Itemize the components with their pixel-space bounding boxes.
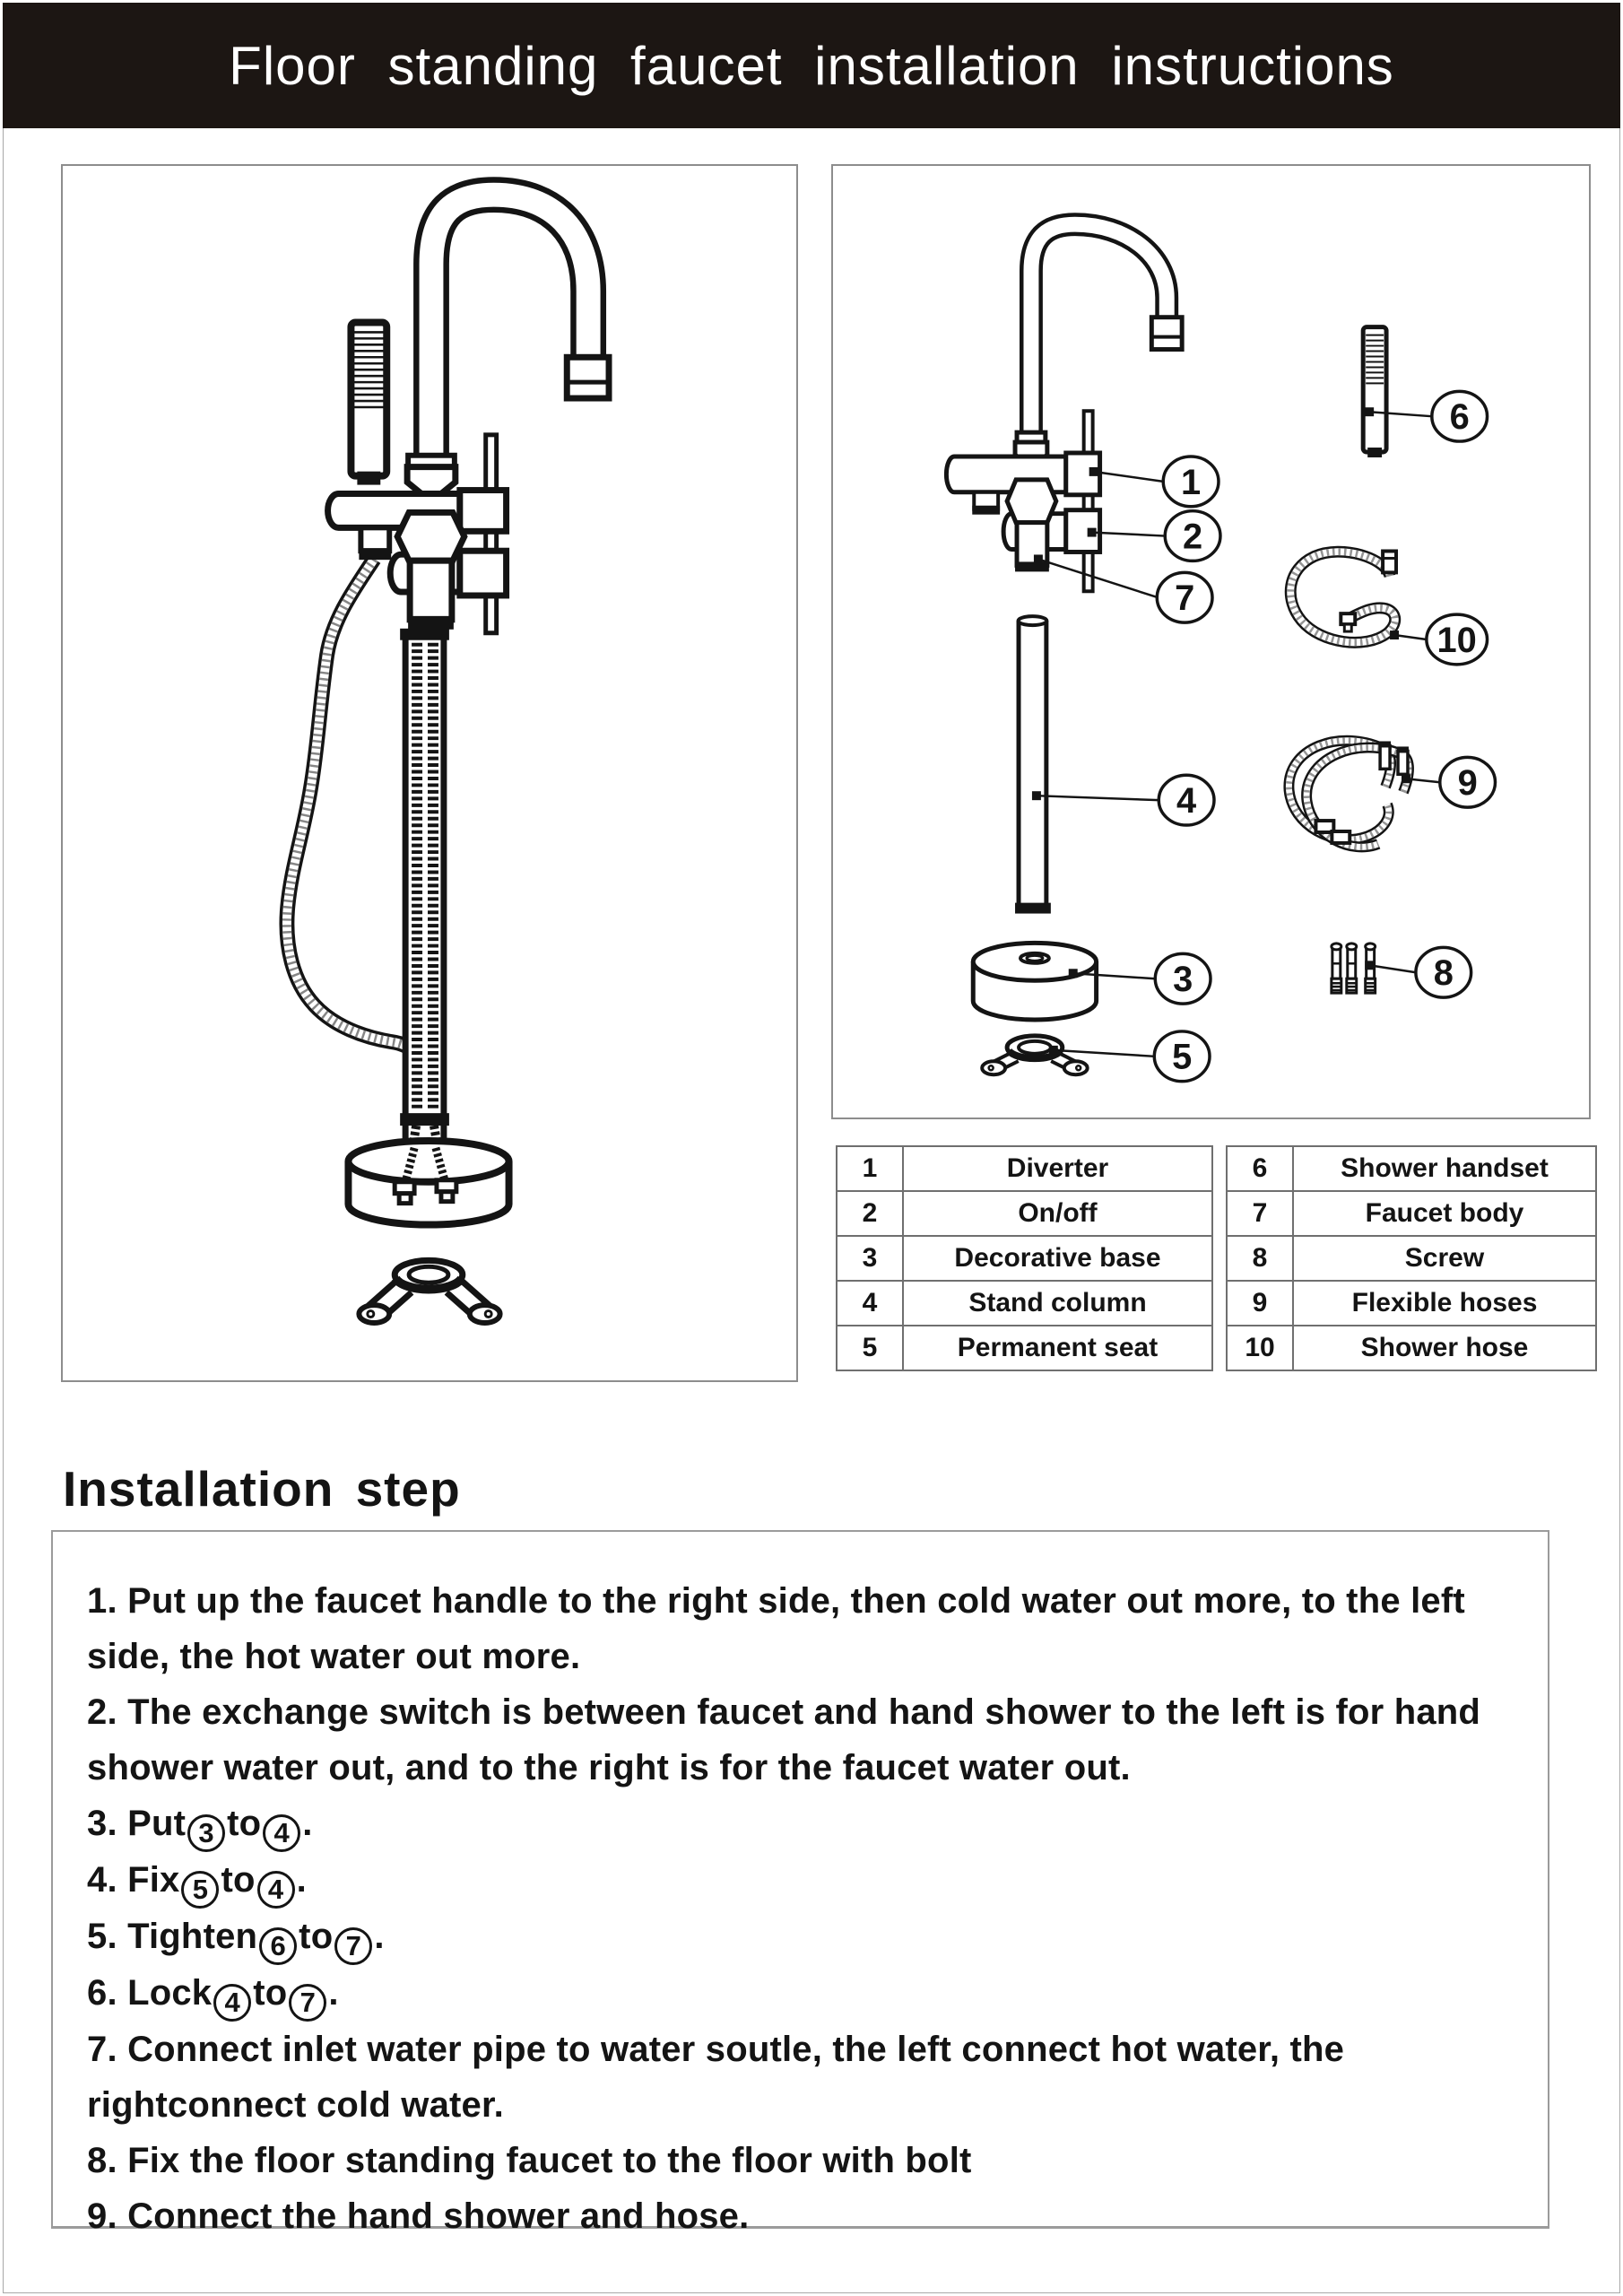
parts-table-row <box>837 1191 1212 1236</box>
part-name: Screw <box>1293 1236 1596 1281</box>
installation-step <box>87 1684 1514 1796</box>
part-number: 9 <box>1227 1281 1293 1326</box>
part-number: 10 <box>1227 1326 1293 1370</box>
part-name: Faucet body <box>1293 1191 1596 1236</box>
assembled-faucet-figure <box>61 164 798 1382</box>
part-name: Decorative base <box>903 1236 1212 1281</box>
installation-step <box>87 2022 1514 2133</box>
title-bar <box>3 3 1620 128</box>
parts-table-row <box>1227 1326 1596 1370</box>
page-title: Floor standing faucet installation instructions <box>229 35 1394 96</box>
part-name: Stand column <box>903 1281 1212 1326</box>
circled-part-number: 4 <box>257 1871 295 1909</box>
part-name: On/off <box>903 1191 1212 1236</box>
parts-table-row <box>837 1146 1212 1191</box>
exploded-permanent-seat <box>982 1036 1087 1074</box>
exploded-shower-hose <box>1290 551 1396 642</box>
balloon-4: 4 <box>1176 781 1197 822</box>
part-number: 1 <box>837 1146 903 1191</box>
step-text: 9. Connect the hand shower and hose. <box>87 2196 750 2236</box>
installation-step <box>87 1852 1514 1909</box>
balloon-9: 9 <box>1457 763 1478 804</box>
step-text: 8. Fix the floor standing faucet to the floor with bolt <box>87 2141 972 2180</box>
parts-table-row <box>1227 1146 1596 1191</box>
installation-step <box>87 1796 1514 1852</box>
balloon-3: 3 <box>1173 960 1193 1000</box>
assembled-faucet-drawing <box>63 166 796 1380</box>
part-number: 2 <box>837 1191 903 1236</box>
balloon-6: 6 <box>1449 397 1470 438</box>
part-number: 4 <box>837 1281 903 1326</box>
decorative-base <box>348 1141 508 1225</box>
installation-step <box>87 1573 1514 1684</box>
parts-table-row <box>837 1326 1212 1370</box>
parts-table-6-10 <box>1226 1145 1597 1371</box>
step-text: 1. Put up the faucet handle to the right side, then cold water out more, to the left side, the hot water out more. <box>87 1581 1465 1676</box>
part-number: 8 <box>1227 1236 1293 1281</box>
balloon-5: 5 <box>1172 1037 1193 1077</box>
exploded-decorative-base <box>973 943 1096 1020</box>
shower-hose <box>287 559 414 1053</box>
installation-step <box>87 2188 1514 2244</box>
circled-part-number: 6 <box>259 1927 297 1965</box>
balloon-2: 2 <box>1183 517 1203 557</box>
exploded-faucet-body <box>946 224 1182 591</box>
part-name: Permanent seat <box>903 1326 1212 1370</box>
balloon-7: 7 <box>1175 578 1195 619</box>
permanent-seat <box>359 1260 499 1323</box>
part-name: Diverter <box>903 1146 1212 1191</box>
hand-shower <box>351 322 386 484</box>
part-number: 6 <box>1227 1146 1293 1191</box>
circled-part-number: 4 <box>263 1814 300 1852</box>
stand-column <box>400 629 449 1162</box>
parts-table-row <box>837 1281 1212 1326</box>
step-text: 2. The exchange switch is between faucet and hand shower to the left is for hand shower water out, and to the right is for the faucet water out. <box>87 1692 1481 1787</box>
balloon-10: 10 <box>1436 620 1477 660</box>
step-text: 6. Lock <box>87 1973 213 2013</box>
part-label-balloons <box>1154 391 1495 1081</box>
exploded-view-figure <box>831 164 1591 1119</box>
step-text: to <box>221 1860 256 1900</box>
circled-part-number: 5 <box>181 1871 219 1909</box>
circled-part-number: 7 <box>334 1927 372 1965</box>
parts-table-row <box>1227 1281 1596 1326</box>
part-name: Shower handset <box>1293 1146 1596 1191</box>
part-number: 7 <box>1227 1191 1293 1236</box>
parts-table-1-5 <box>836 1145 1213 1371</box>
circled-part-number: 4 <box>213 1984 251 2022</box>
installation-step <box>87 2133 1514 2188</box>
exploded-stand-column <box>1015 616 1051 913</box>
step-text: 7. Connect inlet water pipe to water soutle, the left connect hot water, the rightconnect cold water. <box>87 2030 1345 2125</box>
part-number: 3 <box>837 1236 903 1281</box>
step-text: 3. Put <box>87 1804 187 1843</box>
step-text: . <box>296 1860 307 1900</box>
step-text: to <box>253 1973 288 2013</box>
step-text: to <box>227 1804 262 1843</box>
exploded-view-drawing <box>833 166 1589 1118</box>
gooseneck-spout <box>431 195 609 503</box>
part-name: Shower hose <box>1293 1326 1596 1370</box>
installation-step-heading: Installation step <box>63 1461 461 1517</box>
step-text: . <box>374 1917 385 1956</box>
step-text: . <box>328 1973 339 2013</box>
balloon-8: 8 <box>1433 953 1454 994</box>
installation-steps-box <box>51 1530 1549 2236</box>
circled-part-number: 7 <box>289 1984 326 2022</box>
step-text: 4. Fix <box>87 1860 180 1900</box>
exploded-flexible-hoses <box>1289 741 1409 848</box>
circled-part-number: 3 <box>187 1814 225 1852</box>
parts-table-row <box>1227 1191 1596 1236</box>
exploded-hand-shower <box>1363 327 1386 457</box>
balloon-1: 1 <box>1181 462 1202 502</box>
installation-step <box>87 1965 1514 2022</box>
step-text: to <box>299 1917 334 1956</box>
parts-table-row <box>837 1236 1212 1281</box>
step-text: . <box>302 1804 313 1843</box>
part-number: 5 <box>837 1326 903 1370</box>
parts-table-row <box>1227 1236 1596 1281</box>
part-name: Flexible hoses <box>1293 1281 1596 1326</box>
step-text: 5. Tighten <box>87 1917 258 1956</box>
installation-step <box>87 1909 1514 1965</box>
